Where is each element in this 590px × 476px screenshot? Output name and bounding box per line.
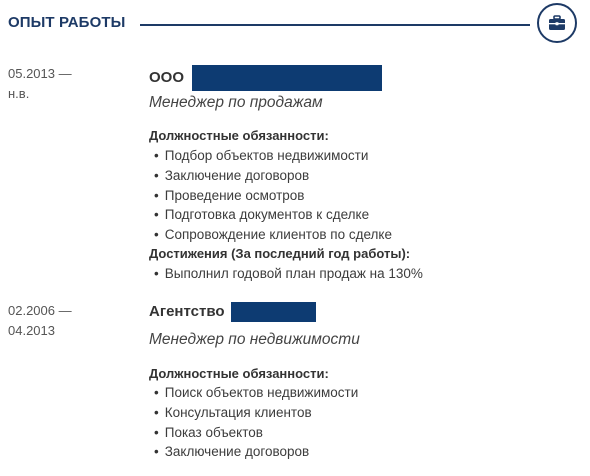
header-divider xyxy=(140,24,530,26)
company-prefix: ООО xyxy=(149,68,185,86)
achievements-heading: Достижения (За последний год работы): xyxy=(149,246,411,261)
date-from: 02.2006 — xyxy=(8,303,72,318)
list-item: • Выполнил годовой план продаж на 130% xyxy=(154,264,423,284)
date-from: 05.2013 — xyxy=(8,66,72,81)
duties-heading: Должностные обязанности: xyxy=(149,128,329,143)
list-item: • Консультация клиентов xyxy=(154,403,358,423)
list-item: • Подбор объектов недвижимости xyxy=(154,146,392,166)
date-to: 04.2013 xyxy=(8,323,55,338)
briefcase-icon-badge xyxy=(537,3,577,43)
list-item: • Заключение договоров xyxy=(154,442,358,462)
company-name xyxy=(149,302,316,322)
list-item: • Проведение осмотров xyxy=(154,186,392,206)
job-dates xyxy=(8,301,118,341)
section-title: ОПЫТ РАБОТЫ xyxy=(8,14,126,31)
achievements-list xyxy=(154,264,423,284)
section-header xyxy=(0,0,590,50)
duties-list xyxy=(154,383,358,462)
company-redaction xyxy=(192,65,382,91)
date-to: н.в. xyxy=(8,86,30,101)
list-item: • Заключение договоров xyxy=(154,166,392,186)
job-dates xyxy=(8,64,118,104)
position-title: Менеджер по продажам xyxy=(149,94,323,111)
duties-heading: Должностные обязанности: xyxy=(149,366,329,381)
list-item: • Подготовка документов к сделке xyxy=(154,205,392,225)
list-item: • Сопровождение клиентов по сделке xyxy=(154,225,392,245)
briefcase-icon xyxy=(548,14,566,32)
duties-list xyxy=(154,146,392,245)
company-redaction xyxy=(231,302,316,322)
company-prefix: Агентство xyxy=(149,302,225,320)
company-name xyxy=(149,65,382,91)
list-item: • Поиск объектов недвижимости xyxy=(154,383,358,403)
list-item: • Показ объектов xyxy=(154,423,358,443)
position-title: Менеджер по недвижимости xyxy=(149,331,360,348)
